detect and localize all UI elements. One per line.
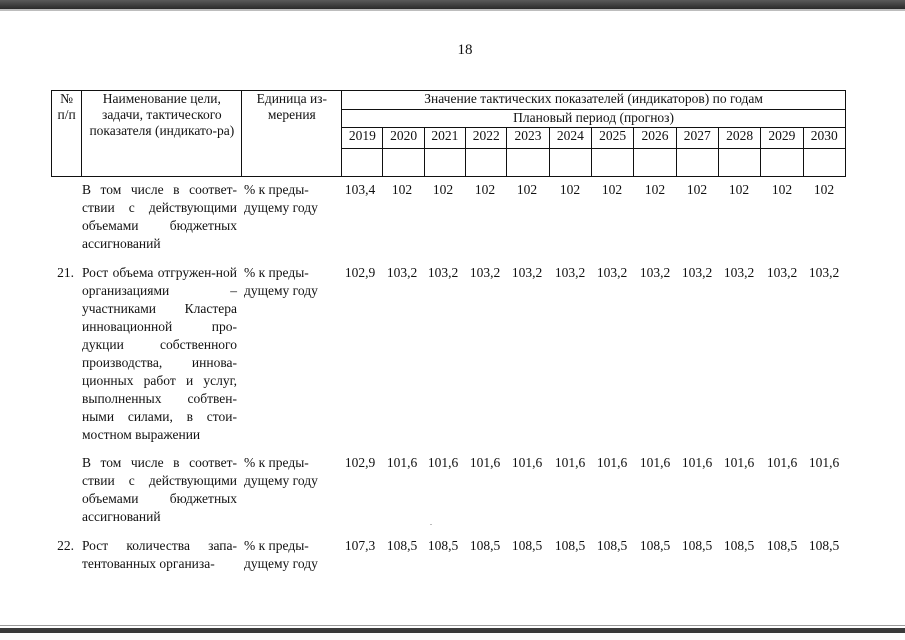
indicator-value-2023: 103,2 — [511, 265, 543, 280]
indicator-value-2028: 102 — [728, 182, 750, 197]
header-year-2029: 2029 — [761, 127, 803, 148]
indicator-value-2021: 103,2 — [427, 265, 459, 280]
indicator-value-2023: 102 — [516, 182, 538, 197]
indicator-value-2024: 108,5 — [554, 538, 586, 553]
indicator-value-2030: 103,2 — [808, 265, 840, 280]
indicator-value-2026: 108,5 — [639, 538, 671, 553]
indicator-value-2025: 103,2 — [596, 265, 628, 280]
indicator-value-2027: 102 — [686, 182, 708, 197]
indicator-value-2028: 103,2 — [723, 265, 755, 280]
indicator-value-2022: 102 — [474, 182, 496, 197]
header-year-2019: 2019 — [342, 127, 383, 148]
indicator-value-2021: 102 — [432, 182, 454, 197]
row-number: 22. — [57, 538, 74, 553]
indicator-value-2022: 108,5 — [469, 538, 501, 553]
indicator-value-2030: 101,6 — [808, 455, 840, 470]
indicator-name: Рост количества запа-тентованных организа- — [82, 538, 237, 571]
header-year-2028: 2028 — [718, 127, 760, 148]
header-year-2023: 2023 — [507, 127, 549, 148]
indicator-value-2019: 103,4 — [344, 182, 376, 197]
indicator-value-2028: 108,5 — [723, 538, 755, 553]
indicator-unit: % к преды-дущему году — [244, 265, 318, 298]
header-planning-period: Плановый период (прогноз) — [342, 109, 846, 127]
indicator-value-2021: 101,6 — [427, 455, 459, 470]
header-number-column: № п/п — [52, 91, 82, 177]
header-unit-column: Единица из-мерения — [242, 91, 342, 177]
indicator-value-2022: 101,6 — [469, 455, 501, 470]
indicator-unit: % к преды-дущему году — [244, 182, 318, 215]
indicator-value-2026: 102 — [644, 182, 666, 197]
indicator-value-2027: 103,2 — [681, 265, 713, 280]
indicator-value-2019: 107,3 — [344, 538, 376, 553]
indicator-value-2023: 101,6 — [511, 455, 543, 470]
indicator-value-2028: 101,6 — [723, 455, 755, 470]
indicator-name: В том числе в соответ-ствии с действующими объемами бюджетных ассигнований — [82, 455, 237, 524]
indicator-value-2027: 108,5 — [681, 538, 713, 553]
indicator-value-2029: 102 — [771, 182, 793, 197]
header-year-2021: 2021 — [424, 127, 465, 148]
header-name-column: Наименование цели, задачи, тактического показателя (индикато-ра) — [82, 91, 242, 177]
indicator-value-2025: 108,5 — [596, 538, 628, 553]
indicator-value-2027: 101,6 — [681, 455, 713, 470]
indicator-value-2030: 108,5 — [808, 538, 840, 553]
indicator-value-2024: 101,6 — [554, 455, 586, 470]
row-number: 21. — [57, 265, 74, 280]
indicator-value-2019: 102,9 — [344, 455, 376, 470]
indicator-value-2020: 108,5 — [386, 538, 418, 553]
indicator-name: В том числе в соответ-ствии с действующими объемами бюджетных ассигнований — [82, 182, 237, 251]
indicator-value-2025: 102 — [601, 182, 623, 197]
indicator-value-2029: 108,5 — [766, 538, 798, 553]
header-year-2020: 2020 — [383, 127, 424, 148]
header-year-2022: 2022 — [466, 127, 507, 148]
indicator-value-2026: 103,2 — [639, 265, 671, 280]
indicator-value-2022: 103,2 — [469, 265, 501, 280]
indicator-value-2030: 102 — [813, 182, 835, 197]
indicator-value-2021: 108,5 — [427, 538, 459, 553]
indicator-value-2020: 102 — [391, 182, 413, 197]
header-year-2024: 2024 — [549, 127, 591, 148]
indicator-value-2029: 103,2 — [766, 265, 798, 280]
header-values-group: Значение тактических показателей (индикаторов) по годам — [342, 91, 846, 110]
header-year-2025: 2025 — [591, 127, 633, 148]
header-year-2026: 2026 — [634, 127, 676, 148]
indicator-value-2019: 102,9 — [344, 265, 376, 280]
indicator-value-2024: 102 — [559, 182, 581, 197]
indicator-value-2020: 101,6 — [386, 455, 418, 470]
indicator-value-2020: 103,2 — [386, 265, 418, 280]
indicator-value-2023: 108,5 — [511, 538, 543, 553]
indicator-unit: % к преды-дущему году — [244, 538, 318, 571]
indicator-value-2024: 103,2 — [554, 265, 586, 280]
indicator-value-2026: 101,6 — [639, 455, 671, 470]
page-number: 18 — [457, 42, 473, 58]
header-year-2030: 2030 — [803, 127, 845, 148]
indicator-value-2029: 101,6 — [766, 455, 798, 470]
scan-speck — [430, 524, 432, 525]
indicator-value-2025: 101,6 — [596, 455, 628, 470]
header-year-2027: 2027 — [676, 127, 718, 148]
indicator-unit: % к преды-дущему году — [244, 455, 318, 488]
indicator-name: Рост объема отгружен-ной организациями – участниками Кластера инновационной про-дукции собственного производства, иннова-ционных работ и услуг, выполненных собтвен-ными силами, в стои-мостном выражении — [82, 265, 237, 442]
